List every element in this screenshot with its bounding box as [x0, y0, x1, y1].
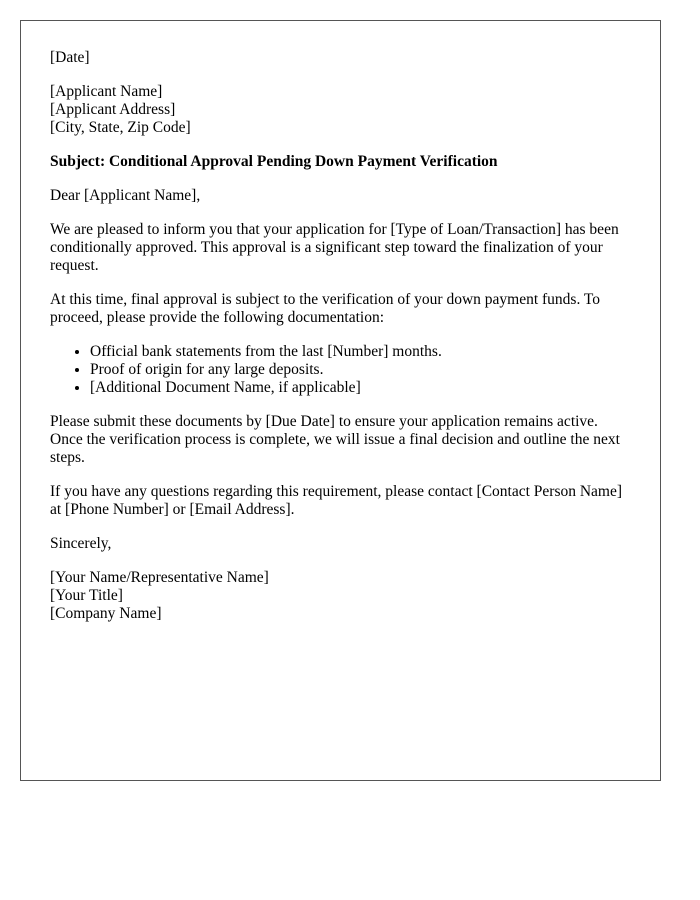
letter-closing: Sincerely, — [50, 535, 112, 552]
letter-date: [Date] — [50, 49, 90, 66]
recipient-address: [Applicant Address] — [50, 101, 176, 118]
letter-page — [20, 20, 661, 781]
document-list-item: • [Additional Document Name, if applicable] — [90, 379, 631, 397]
letter-salutation: Dear [Applicant Name], — [50, 187, 201, 204]
paragraph-approval: We are pleased to inform you that your application for [Type of Loan/Transaction] has been conditionally approved. This approval is a significant step toward the finalization of your request. — [50, 221, 619, 274]
recipient-city-line: [City, State, Zip Code] — [50, 119, 191, 136]
signature-title: [Your Title] — [50, 587, 123, 604]
recipient-address-block — [50, 83, 631, 137]
paragraph-requirement: At this time, final approval is subject to the verification of your down payment funds. To proceed, please provide the following documentation: — [50, 291, 601, 326]
document-list-item: • Proof of origin for any large deposits. — [90, 361, 631, 379]
signature-block — [50, 569, 631, 623]
document-list — [50, 343, 631, 397]
recipient-name: [Applicant Name] — [50, 83, 163, 100]
signature-company: [Company Name] — [50, 605, 162, 622]
paragraph-deadline: Please submit these documents by [Due Date] to ensure your application remains active. Once the verification process is complete, we will issue a final decision and outline the next steps. — [50, 413, 620, 466]
paragraph-contact: If you have any questions regarding this requirement, please contact [Contact Person Name] at [Phone Number] or [Email Address]. — [50, 483, 623, 518]
document-list-item: • Official bank statements from the last [Number] months. — [90, 343, 631, 361]
signature-name: [Your Name/Representative Name] — [50, 569, 269, 586]
letter-subject: Subject: Conditional Approval Pending Down Payment Verification — [50, 153, 498, 170]
